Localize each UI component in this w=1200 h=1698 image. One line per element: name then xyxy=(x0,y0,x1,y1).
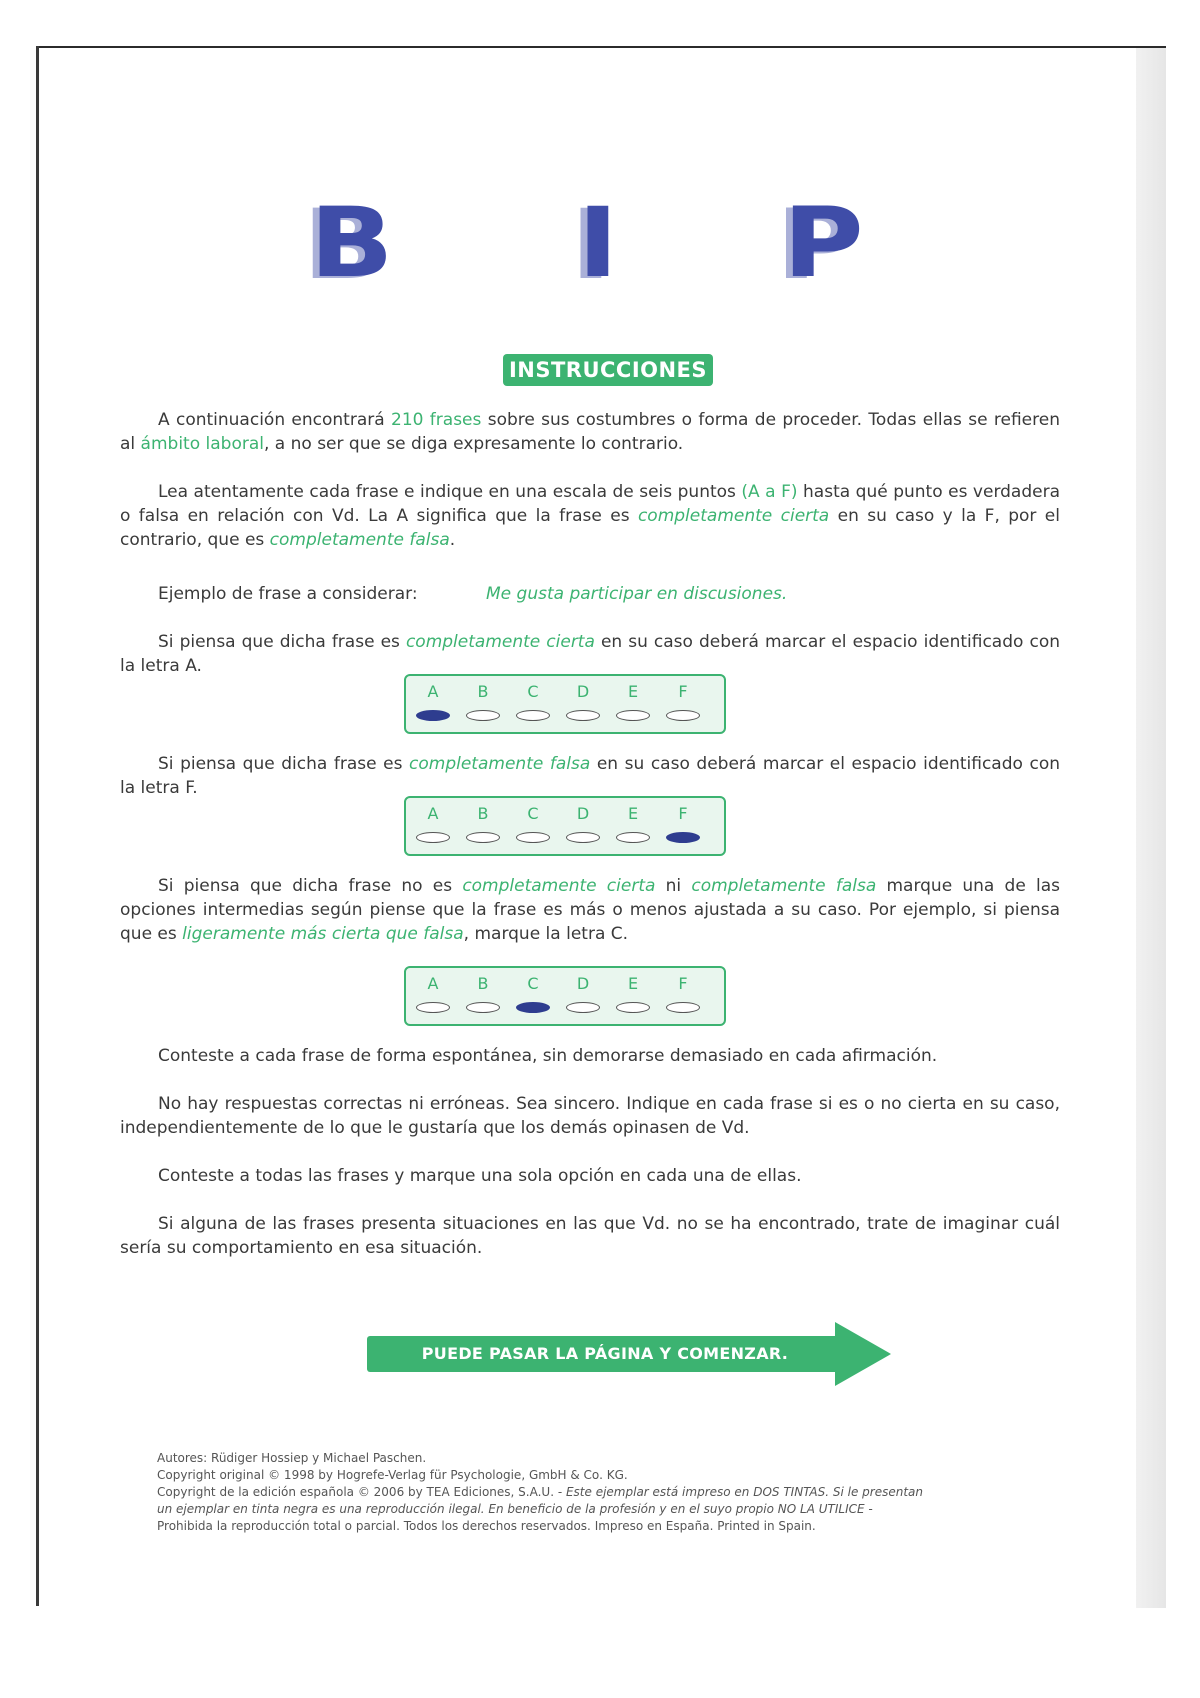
credits-notice: Este ejemplar está impreso en DOS TINTAS. Si le presentan xyxy=(565,1485,924,1499)
highlight-scale-range: (A a F) xyxy=(741,482,798,502)
highlight-ambito-laboral: ámbito laboral xyxy=(140,434,264,454)
credits-block xyxy=(157,1450,1057,1535)
answer-bubble-b xyxy=(466,832,500,843)
answer-bubble-b xyxy=(466,710,500,721)
instructions-title: INSTRUCCIONES xyxy=(503,354,713,386)
grid-letter-d: D xyxy=(576,682,590,701)
text-segment: marque una de las opciones intermedias según piense que la frase es más o menos ajustada a su caso. Por ejemplo, si piensa que es xyxy=(120,876,1061,944)
credits-authors: Autores: Rüdiger Hossiep y Michael Paschen. xyxy=(157,1451,427,1465)
paragraph-imagine: Si alguna de las frases presenta situaciones en las que Vd. no se ha encontrado, trate de imaginar cuál sería su comportamiento en esa situación. xyxy=(120,1214,1060,1258)
answer-bubble-c xyxy=(516,1002,550,1013)
text-segment: , a no ser que se diga expresamente lo contrario. xyxy=(263,434,684,454)
grid-letter-d: D xyxy=(576,974,590,993)
highlight-ligeramente-mas-cierta: ligeramente más cierta que falsa xyxy=(182,924,464,944)
answer-bubble-c xyxy=(516,832,550,843)
text-segment: . xyxy=(449,530,456,550)
page-edge-top xyxy=(38,46,1166,48)
grid-letter-c: C xyxy=(527,682,539,701)
bip-logo xyxy=(0,187,1200,299)
arrow-head-icon xyxy=(835,1322,891,1386)
highlight-completamente-cierta: completamente cierta xyxy=(637,506,830,526)
grid-letter-a: A xyxy=(427,804,439,823)
highlight-210-frases: 210 frases xyxy=(391,410,482,430)
paragraph-spontaneous: Conteste a cada frase de forma espontánea, sin demorarse demasiado en cada afirmación. xyxy=(158,1046,938,1066)
text-segment: Si piensa que dicha frase es xyxy=(158,754,410,774)
grid-letter-e: E xyxy=(627,974,639,993)
answer-bubble-d xyxy=(566,1002,600,1013)
highlight-completamente-falsa: completamente falsa xyxy=(409,754,591,774)
answer-bubble-f xyxy=(666,832,700,843)
answer-grid-example-a xyxy=(404,674,726,734)
example-label: Ejemplo de frase a considerar: xyxy=(158,584,418,604)
highlight-completamente-falsa: completamente falsa xyxy=(691,876,877,896)
answer-bubble-c xyxy=(516,710,550,721)
paragraph-case-f xyxy=(120,752,1060,800)
answer-bubble-e xyxy=(616,1002,650,1013)
paragraph-scale xyxy=(120,480,1060,552)
credits-copyright-spanish-text: Copyright de la edición española © 2006 by TEA Ediciones, S.A.U. - xyxy=(157,1485,566,1499)
highlight-completamente-falsa: completamente falsa xyxy=(269,530,450,550)
credits-copyright-original: Copyright original © 1998 by Hogrefe-Verlag für Psychologie, GmbH & Co. KG. xyxy=(157,1468,628,1482)
answer-bubble-f xyxy=(666,1002,700,1013)
grid-letter-d: D xyxy=(576,804,590,823)
text-segment: , marque la letra C. xyxy=(463,924,629,944)
grid-letter-c: C xyxy=(527,804,539,823)
answer-bubble-a xyxy=(416,832,450,843)
answer-bubble-d xyxy=(566,710,600,721)
credits-copyright-spanish xyxy=(157,1484,1057,1501)
answer-bubble-b xyxy=(466,1002,500,1013)
text-segment: A continuación encontrará xyxy=(158,410,392,430)
grid-letter-e: E xyxy=(627,682,639,701)
logo-letter-p: P xyxy=(782,187,864,299)
paragraph-answer-all: Conteste a todas las frases y marque una sola opción en cada una de ellas. xyxy=(158,1166,802,1186)
logo-letter-i: I xyxy=(577,187,619,299)
paragraph-case-a xyxy=(120,630,1060,678)
grid-letter-a: A xyxy=(427,974,439,993)
text-segment: en su caso deberá marcar el espacio identificado con la letra F. xyxy=(120,754,1060,798)
answer-bubble-f xyxy=(666,710,700,721)
text-segment: en su caso deberá marcar el espacio identificado con la letra A. xyxy=(120,632,1060,676)
continue-arrow-label: PUEDE PASAR LA PÁGINA Y COMENZAR. xyxy=(421,1344,789,1363)
answer-bubble-a xyxy=(416,1002,450,1013)
grid-letter-b: B xyxy=(477,804,489,823)
grid-letter-f: F xyxy=(678,974,688,993)
continue-arrow xyxy=(367,1322,897,1386)
grid-letter-b: B xyxy=(477,682,489,701)
credits-illegal-notice: un ejemplar en tinta negra es una reproducción ilegal. En beneficio de la profesión y en el suyo propio NO LA UTILICE - xyxy=(157,1502,873,1516)
answer-bubble-a xyxy=(416,710,450,721)
text-segment: sobre sus costumbres o forma de proceder. Todas ellas se refieren al xyxy=(120,410,1060,454)
text-segment: Si piensa que dicha frase no es xyxy=(158,876,463,896)
answer-grid-example-f xyxy=(404,796,726,856)
grid-letter-f: F xyxy=(678,804,688,823)
grid-letter-b: B xyxy=(477,974,489,993)
answer-bubble-d xyxy=(566,832,600,843)
paragraph-case-intermediate xyxy=(120,874,1060,946)
text-segment: en su caso y la F, por el contrario, que es xyxy=(120,506,1060,550)
grid-letter-a: A xyxy=(427,682,439,701)
answer-bubble-e xyxy=(616,710,650,721)
credits-rights: Prohibida la reproducción total o parcial. Todos los derechos reservados. Impreso en España. Printed in Spain. xyxy=(157,1519,816,1533)
example-phrase: Me gusta participar en discusiones. xyxy=(486,584,788,604)
highlight-completamente-cierta: completamente cierta xyxy=(405,632,595,652)
grid-letter-f: F xyxy=(678,682,688,701)
logo-letter-b: B xyxy=(309,187,394,299)
text-segment: Si piensa que dicha frase es xyxy=(158,632,406,652)
paragraph-no-correct-answers: No hay respuestas correctas ni erróneas. Sea sincero. Indique en cada frase si es o no cierta en su caso, independientemente de lo que le gustaría que los demás opinasen de Vd. xyxy=(120,1094,1060,1138)
highlight-completamente-cierta: completamente cierta xyxy=(462,876,656,896)
answer-grid-example-c xyxy=(404,966,726,1026)
grid-letter-c: C xyxy=(527,974,539,993)
answer-bubble-e xyxy=(616,832,650,843)
grid-letter-e: E xyxy=(627,804,639,823)
paragraph-intro xyxy=(120,408,1060,456)
text-segment: Lea atentamente cada frase e indique en una escala de seis puntos xyxy=(158,482,742,502)
text-segment: hasta qué punto es verdadera o falsa en relación con Vd. La A significa que la frase es xyxy=(120,482,1061,526)
text-segment: ni xyxy=(655,876,692,896)
